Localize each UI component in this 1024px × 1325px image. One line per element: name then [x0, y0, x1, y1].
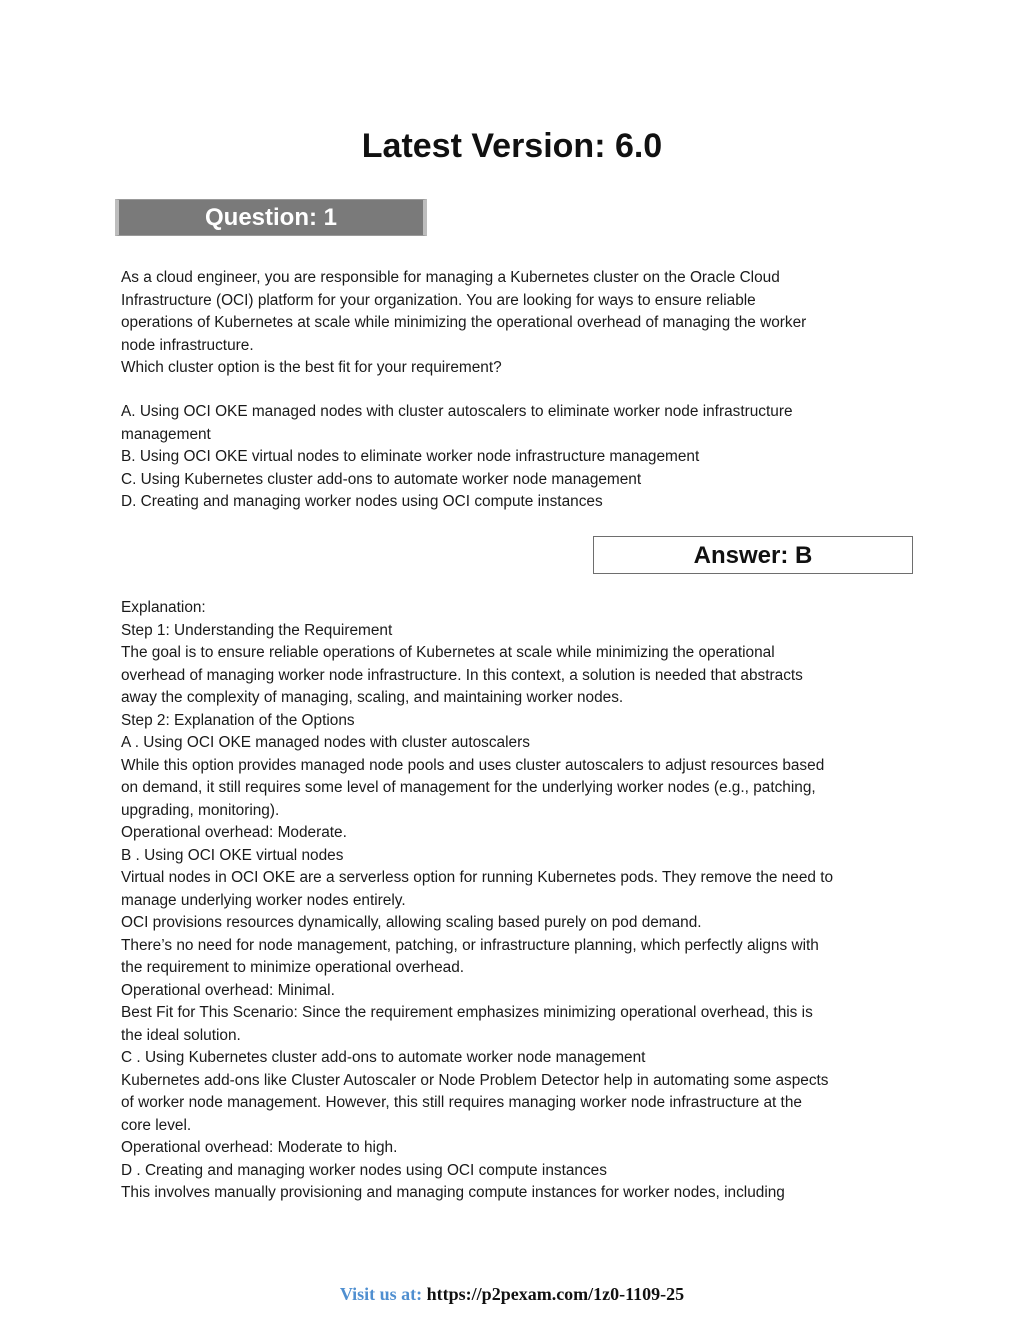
text-line: on demand, it still requires some level of management for the underlying worker nodes (e.g., patching, [121, 779, 816, 796]
text-line: Step 1: Understanding the Requirement [121, 621, 393, 639]
text-line: Operational overhead: Moderate to high. [121, 1139, 398, 1156]
text-line: the requirement to minimize operational overhead. [121, 959, 465, 976]
explanation-text [121, 597, 906, 1205]
text-line: away the complexity of managing, scaling, and maintaining worker nodes. [121, 689, 624, 706]
text-line: overhead of managing worker node infrastructure. In this context, a solution is needed that abstracts [121, 666, 803, 684]
text-line: OCI provisions resources dynamically, allowing scaling based purely on pod demand. [121, 914, 702, 931]
text-line: management [121, 425, 211, 443]
text-line: Operational overhead: Moderate. [121, 824, 347, 841]
text-line: B. Using OCI OKE virtual nodes to eliminate worker node infrastructure management [121, 448, 700, 465]
text-line: node infrastructure. [121, 336, 254, 354]
text-line: core level. [121, 1116, 192, 1134]
text-line: B . Using OCI OKE virtual nodes [121, 846, 344, 864]
answer-label: Answer: B [693, 542, 813, 569]
text-line: Operational overhead: Minimal. [121, 981, 335, 999]
text-line: of worker node management. However, this still requires managing worker node infrastructure at the [121, 1094, 802, 1111]
question-label-box [115, 199, 427, 236]
text-line: the ideal solution. [121, 1026, 241, 1044]
text-line: A. Using OCI OKE managed nodes with cluster autoscalers to eliminate worker node infrastructure [121, 403, 793, 420]
text-line: Best Fit for This Scenario: Since the requirement emphasizes minimizing operational overhead, this is [121, 1004, 813, 1021]
text-line: Kubernetes add-ons like Cluster Autoscaler or Node Problem Detector help in automating some aspects [121, 1071, 829, 1089]
text-line: Explanation: [121, 599, 206, 616]
question-label: Question: 1 [204, 204, 337, 231]
text-line: D. Creating and managing worker nodes using OCI compute instances [121, 493, 603, 510]
answer-options [121, 401, 906, 514]
text-line: upgrading, monitoring). [121, 801, 280, 819]
text-line: C. Using Kubernetes cluster add-ons to automate worker node management [121, 470, 642, 488]
footer-url-link[interactable]: https://p2pexam.com/1z0-1109-25 [426, 1284, 685, 1304]
text-line: Infrastructure (OCI) platform for your organization. You are looking for ways to ensure reliable [121, 291, 756, 309]
text-line: manage underlying worker nodes entirely. [121, 891, 406, 909]
page-footer [0, 1283, 1024, 1305]
question-text [121, 267, 906, 380]
text-line: Step 2: Explanation of the Options [121, 711, 355, 729]
text-line: Virtual nodes in OCI OKE are a serverless option for running Kubernetes pods. They remove the need to [121, 869, 834, 886]
text-line: The goal is to ensure reliable operations of Kubernetes at scale while minimizing the operational [121, 644, 775, 661]
page-title: Latest Version: 6.0 [361, 127, 663, 165]
text-line: A . Using OCI OKE managed nodes with cluster autoscalers [121, 734, 530, 751]
text-line: While this option provides managed node pools and uses cluster autoscalers to adjust resources based [121, 756, 825, 774]
text-line: There’s no need for node management, patching, or infrastructure planning, which perfectly aligns with [121, 936, 819, 954]
footer-visit-label: Visit us at: [339, 1284, 423, 1304]
answer-label-box [593, 536, 913, 574]
text-line: As a cloud engineer, you are responsible for managing a Kubernetes cluster on the Oracle Cloud [121, 269, 780, 286]
text-line: This involves manually provisioning and managing compute instances for worker nodes, including [121, 1184, 785, 1201]
text-line: Which cluster option is the best fit for your requirement? [121, 359, 502, 376]
text-line: C . Using Kubernetes cluster add-ons to automate worker node management [121, 1049, 646, 1066]
text-line: D . Creating and managing worker nodes using OCI compute instances [121, 1161, 607, 1179]
text-line: operations of Kubernetes at scale while minimizing the operational overhead of managing the worker [121, 314, 807, 331]
